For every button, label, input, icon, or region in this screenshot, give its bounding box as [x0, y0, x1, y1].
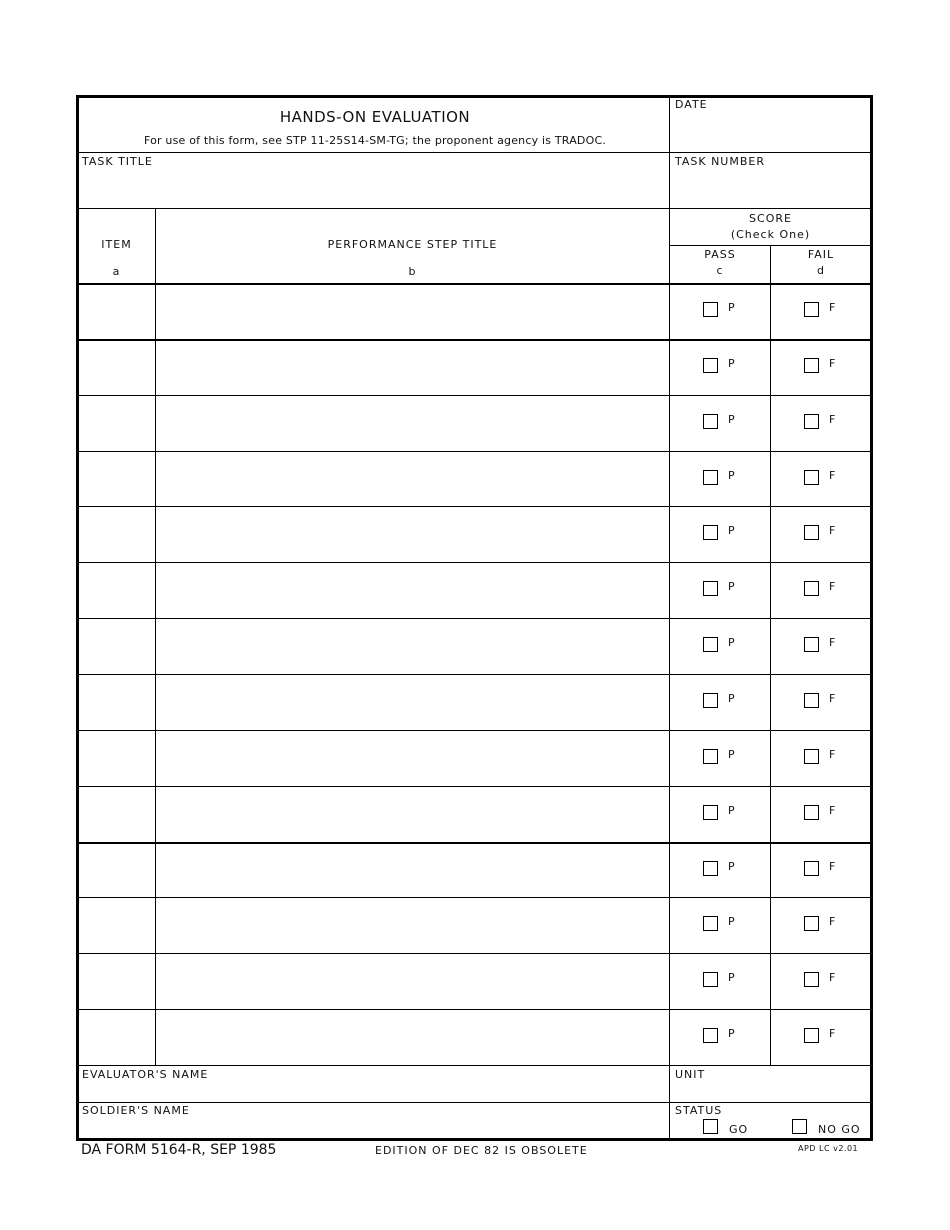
- performance-step-cell[interactable]: [158, 508, 667, 560]
- version-note: APD LC v2.01: [798, 1144, 859, 1153]
- pass-checkbox[interactable]: [703, 1028, 718, 1043]
- fail-letter: d: [817, 264, 825, 277]
- fail-mark: F: [829, 915, 836, 928]
- item-cell[interactable]: [80, 788, 154, 840]
- date-field[interactable]: [671, 112, 869, 152]
- row-divider: [78, 618, 871, 619]
- row-divider: [78, 730, 871, 731]
- pass-checkbox[interactable]: [703, 861, 718, 876]
- fail-checkbox[interactable]: [804, 414, 819, 429]
- pass-checkbox[interactable]: [703, 693, 718, 708]
- pass-mark: P: [728, 413, 735, 426]
- performance-step-cell[interactable]: [158, 397, 667, 449]
- go-label: GO: [729, 1123, 749, 1136]
- fail-mark: F: [829, 860, 836, 873]
- row-divider: [78, 451, 871, 452]
- step-letter: b: [408, 265, 417, 278]
- fail-mark: F: [829, 580, 836, 593]
- row-divider: [78, 674, 871, 675]
- pass-checkbox[interactable]: [703, 414, 718, 429]
- fail-mark: F: [829, 971, 836, 984]
- fail-checkbox[interactable]: [804, 693, 819, 708]
- soldier-field[interactable]: [80, 1118, 668, 1138]
- evaluator-field[interactable]: [80, 1082, 668, 1102]
- pass-header: PASS: [704, 248, 736, 261]
- item-cell[interactable]: [80, 844, 154, 896]
- item-cell[interactable]: [80, 564, 154, 616]
- pass-mark: P: [728, 860, 735, 873]
- fail-checkbox[interactable]: [804, 916, 819, 931]
- pass-mark: P: [728, 580, 735, 593]
- fail-checkbox[interactable]: [804, 302, 819, 317]
- nogo-label: NO GO: [818, 1123, 861, 1136]
- evaluator-label: EVALUATOR'S NAME: [82, 1068, 209, 1081]
- fail-mark: F: [829, 469, 836, 482]
- performance-step-cell[interactable]: [158, 788, 667, 840]
- performance-step-cell[interactable]: [158, 285, 667, 337]
- item-letter: a: [112, 265, 121, 278]
- pass-mark: P: [728, 524, 735, 537]
- item-cell[interactable]: [80, 397, 154, 449]
- pass-mark: P: [728, 804, 735, 817]
- pass-mark: P: [728, 971, 735, 984]
- pass-checkbox[interactable]: [703, 805, 718, 820]
- right-column-divider: [669, 98, 670, 1065]
- performance-step-cell[interactable]: [158, 453, 667, 505]
- item-cell[interactable]: [80, 1011, 154, 1063]
- task-title-field[interactable]: [80, 170, 668, 208]
- performance-step-cell[interactable]: [158, 676, 667, 728]
- fail-mark: F: [829, 804, 836, 817]
- score-header: SCORE: [749, 212, 792, 225]
- fail-mark: F: [829, 301, 836, 314]
- item-header: ITEM: [101, 238, 132, 251]
- form-title: HANDS-ON EVALUATION: [279, 108, 471, 126]
- performance-step-cell[interactable]: [158, 564, 667, 616]
- item-cell[interactable]: [80, 341, 154, 393]
- task-number-field[interactable]: [671, 170, 869, 208]
- pass-mark: P: [728, 469, 735, 482]
- nogo-checkbox[interactable]: [792, 1119, 807, 1134]
- performance-step-cell[interactable]: [158, 899, 667, 951]
- task-number-label: TASK NUMBER: [675, 155, 765, 168]
- item-column-divider: [155, 208, 156, 1065]
- item-cell[interactable]: [80, 620, 154, 672]
- pass-letter: c: [716, 264, 724, 277]
- pass-mark: P: [728, 692, 735, 705]
- fail-mark: F: [829, 413, 836, 426]
- performance-step-cell[interactable]: [158, 955, 667, 1007]
- fail-mark: F: [829, 748, 836, 761]
- item-cell[interactable]: [80, 899, 154, 951]
- pass-checkbox[interactable]: [703, 916, 718, 931]
- fail-checkbox[interactable]: [804, 1028, 819, 1043]
- pass-mark: P: [728, 357, 735, 370]
- fail-mark: F: [829, 1027, 836, 1040]
- fail-checkbox[interactable]: [804, 805, 819, 820]
- pass-checkbox[interactable]: [703, 302, 718, 317]
- pass-checkbox[interactable]: [703, 358, 718, 373]
- fail-checkbox[interactable]: [804, 525, 819, 540]
- performance-step-cell[interactable]: [158, 341, 667, 393]
- pass-checkbox[interactable]: [703, 581, 718, 596]
- performance-step-cell[interactable]: [158, 1011, 667, 1063]
- fail-checkbox[interactable]: [804, 581, 819, 596]
- pass-checkbox[interactable]: [703, 972, 718, 987]
- pass-fail-divider: [770, 245, 771, 1065]
- performance-step-cell[interactable]: [158, 620, 667, 672]
- row-divider: [78, 786, 871, 787]
- fail-mark: F: [829, 636, 836, 649]
- score-sub: (Check One): [730, 228, 811, 241]
- item-cell[interactable]: [80, 676, 154, 728]
- pass-mark: P: [728, 748, 735, 761]
- pass-checkbox[interactable]: [703, 637, 718, 652]
- pass-mark: P: [728, 915, 735, 928]
- performance-step-cell[interactable]: [158, 844, 667, 896]
- item-cell[interactable]: [80, 732, 154, 784]
- fail-mark: F: [829, 692, 836, 705]
- soldier-label: SOLDIER'S NAME: [82, 1104, 190, 1117]
- performance-step-cell[interactable]: [158, 732, 667, 784]
- fail-checkbox[interactable]: [804, 637, 819, 652]
- fail-checkbox[interactable]: [804, 470, 819, 485]
- fail-checkbox[interactable]: [804, 861, 819, 876]
- unit-field[interactable]: [671, 1082, 869, 1102]
- edition-note: EDITION OF DEC 82 IS OBSOLETE: [375, 1144, 588, 1157]
- date-label: DATE: [675, 98, 708, 111]
- pass-checkbox[interactable]: [703, 749, 718, 764]
- item-cell[interactable]: [80, 453, 154, 505]
- go-checkbox[interactable]: [703, 1119, 718, 1134]
- fail-mark: F: [829, 524, 836, 537]
- unit-label: UNIT: [675, 1068, 706, 1081]
- pass-mark: P: [728, 301, 735, 314]
- row-divider: [78, 562, 871, 563]
- pass-checkbox[interactable]: [703, 525, 718, 540]
- task-title-label: TASK TITLE: [82, 155, 153, 168]
- step-header: PERFORMANCE STEP TITLE: [327, 238, 498, 251]
- item-cell[interactable]: [80, 285, 154, 337]
- row-divider: [78, 1009, 871, 1010]
- row-divider: [78, 897, 871, 898]
- pass-checkbox[interactable]: [703, 470, 718, 485]
- form-subtitle: For use of this form, see STP 11-25S14-SM-TG; the proponent agency is TRADOC.: [143, 134, 607, 147]
- fail-mark: F: [829, 357, 836, 370]
- pass-mark: P: [728, 636, 735, 649]
- status-label: STATUS: [675, 1104, 723, 1117]
- fail-checkbox[interactable]: [804, 972, 819, 987]
- fail-checkbox[interactable]: [804, 358, 819, 373]
- item-cell[interactable]: [80, 955, 154, 1007]
- row-divider: [78, 953, 871, 954]
- fail-header: FAIL: [807, 248, 835, 261]
- item-cell[interactable]: [80, 508, 154, 560]
- fail-checkbox[interactable]: [804, 749, 819, 764]
- row-divider: [78, 506, 871, 507]
- pass-mark: P: [728, 1027, 735, 1040]
- form-id: DA FORM 5164-R, SEP 1985: [81, 1142, 277, 1158]
- row-divider: [78, 395, 871, 396]
